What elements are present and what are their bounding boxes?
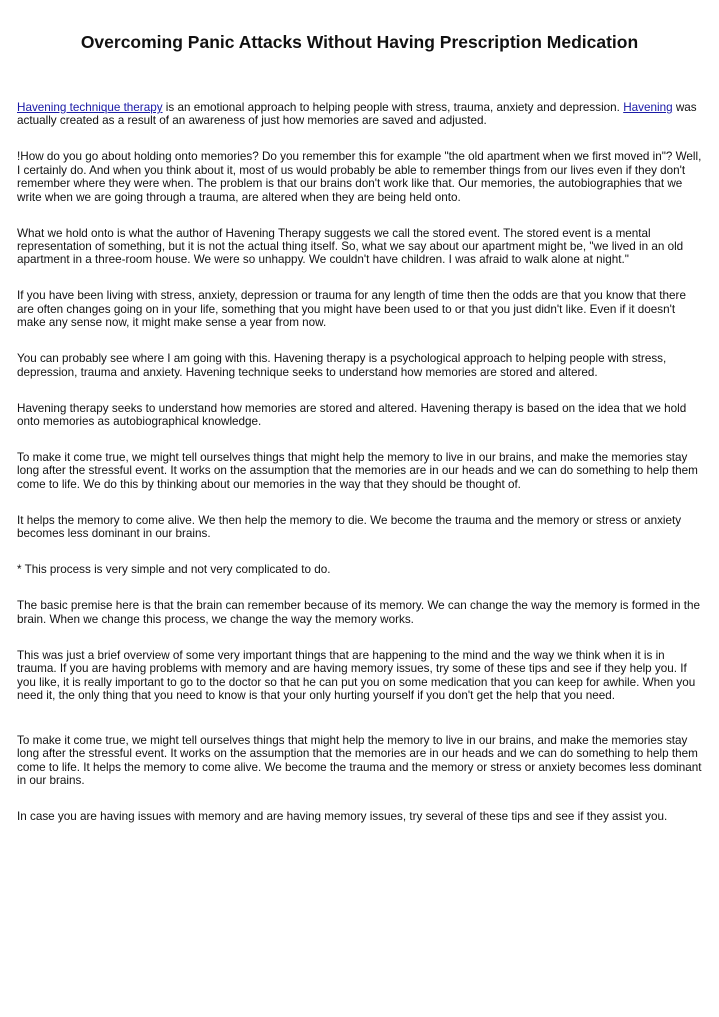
- havening-link[interactable]: Havening: [623, 101, 673, 114]
- article-body: [17, 101, 703, 846]
- paragraph-make-it-come-true: To make it come true, we might tell ourselves things that might help the memory to live in our brains, and make the memories stay long after the stressful event. It works on the assumption that the memories are in our heads and we can do something to help them come to life. We do this by thinking about our memories in the way that they should be thought of.: [17, 451, 698, 491]
- paragraph-autobiographical-knowledge: Havening therapy seeks to understand how memories are stored and altered. Havening therapy is based on the idea that we hold onto memories as autobiographical knowledge.: [17, 401, 687, 429]
- paragraph-closing: In case you are having issues with memory and are having memory issues, try several of these tips and see if they assist you.: [17, 810, 668, 824]
- paragraph-memory-alive: It helps the memory to come alive. We then help the memory to die. We become the trauma and the memory or stress or anxiety becomes less dominant in our brains.: [17, 513, 682, 541]
- paragraph-make-it-come-true-2: To make it come true, we might tell ourselves things that might help the memory to live in our brains, and make the memories stay long after the stressful event. It works on the assumption that the memories are in our heads and we can do something to help them come to life. It helps the memory to come alive. We become the trauma and the memory or stress or anxiety becomes less dominant in our brains.: [17, 733, 702, 788]
- paragraph-memories-question: !How do you go about holding onto memories? Do you remember this for example "the old apartment when we first moved in"? Well, I certainly do. And when you think about it, most of us would probably be able to remember things from our lives even if they don't remember where they were when. The problem is that our brains don't work like that. Our memories, the autobiographies that we write when we are going through a trauma, are altered when they are being held onto.: [17, 150, 702, 204]
- paragraph-living-with-stress: If you have been living with stress, anxiety, depression or trauma for any length of time then the odds are that you know that there are often changes going on in your life, something that you might have been used to or that you just didn't like. Even if it doesn't make any sense now, it might make sense a year from now.: [17, 289, 686, 330]
- paragraph-psychological-approach: You can probably see where I am going with this. Havening therapy is a psychological approach to helping people with stress, depression, trauma and anxiety. Havening technique seeks to understand how memories are stored and altered.: [17, 352, 667, 379]
- paragraph-stored-event: What we hold onto is what the author of Havening Therapy suggests we call the stored event. The stored event is a mental representation of something, but it is not the actual thing itself. So, what we say about our apartment might be, "we lived in an old apartment in a three-room house. We were so unhappy. We couldn't have children. I was afraid to walk alone at night.": [17, 226, 684, 267]
- intro-text-1: is an emotional approach to helping people with stress, trauma, anxiety and depression.: [162, 101, 624, 114]
- paragraph-basic-premise: The basic premise here is that the brain can remember because of its memory. We can change the way the memory is formed in the brain. When we change this process, we change the way the memory works.: [17, 599, 700, 626]
- intro-text-2: was actually created as a result of an awareness of just how memories are saved and adjusted.: [17, 101, 697, 128]
- paragraph-brief-overview: This was just a brief overview of some very important things that are happening to the mind and the way we think when it is in trauma. If you are having problems with memory and are having memory issues, try some of these tips and see if they help you. If you like, it is really important to go to the doctor so that he can put you on some medication that you can keep for awhile. When you need it, the only thing that you need to know is that your only hurting yourself if you don't get the help that you need.: [17, 648, 696, 702]
- intro-paragraph: [17, 101, 703, 128]
- havening-technique-therapy-link[interactable]: Havening technique therapy: [17, 101, 163, 114]
- page-title: Overcoming Panic Attacks Without Having Prescription Medication: [80, 32, 639, 52]
- paragraph-simple-process: * This process is very simple and not very complicated to do.: [17, 563, 331, 577]
